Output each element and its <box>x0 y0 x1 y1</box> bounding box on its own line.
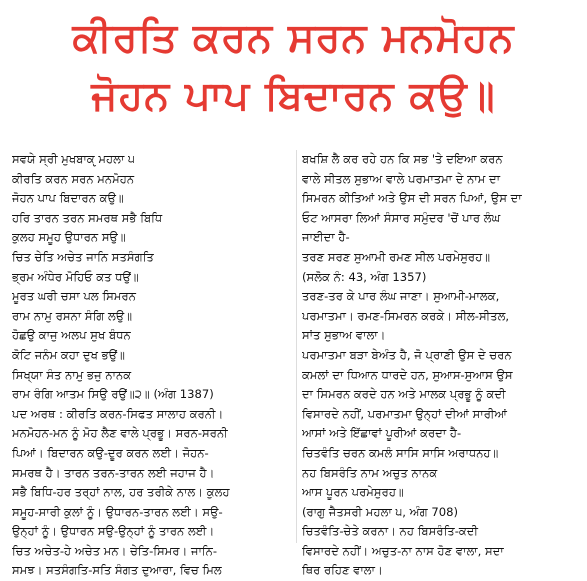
text-line: ਵਿਸਾਰਦੇ ਨਹੀਂ, ਪਰਮਾਤਮਾ ਉਨ੍ਹਾਂ ਦੀਆਂ ਸਾਰੀਆਂ <box>302 406 508 421</box>
text-line: ਪਿਆਂ। ਬਿਦਾਰਨ ਕਉ-ਦੂਰ ਕਰਨ ਲਈ। ਜੋਹਨ- <box>12 445 209 460</box>
text-line: ਜੋਹਨ ਪਾਪ ਬਿਦਾਰਨ ਕਉ॥ <box>12 191 124 206</box>
column-divider <box>296 150 297 543</box>
text-line: ਤਰਣ ਸਰਣ ਸੁਆਮੀ ਰਮਣ ਸੀਲ ਪਰਮੇਸੁਰਹ॥ <box>302 249 491 264</box>
text-line: ਮਨਮੋਹਨ-ਮਨ ਨੂੰ ਮੋਹ ਲੈਣ ਵਾਲੇ ਪ੍ਰਭੂ। ਸਰਨ-ਸਰਨੀ <box>12 426 228 441</box>
text-line: ਦਾ ਸਿਮਰਨ ਕਰਦੇ ਹਨ ਅਤੇ ਮਾਲਕ ਪ੍ਰਭੂ ਨੂੰ ਕਦੀ <box>302 387 506 402</box>
text-line: ਚਿਤਵੰਤਿ ਚਰਨ ਕਮਲੰ ਸਾਸਿ ਸਾਸਿ ਅਰਾਧਨਹ॥ <box>302 445 499 460</box>
text-line: ਸਿਮਰਨ ਕੀਤਿਆਂ ਅਤੇ ਉਸ ਦੀ ਸਰਨ ਪਿਆਂ, ਉਸ ਦਾ <box>302 191 522 206</box>
text-line: ਚਿਤ ਅਚੇਤ-ਹੇ ਅਚੇਤ ਮਨ। ਚੇਤਿ-ਸਿਮਰ। ਜਾਨਿ- <box>12 543 218 558</box>
text-line: ਭ੍ਰਮ ਅੰਧੇਰ ਮੋਹਿਓ ਕਤ ਧਉਂ॥ <box>12 269 139 284</box>
text-line: ਵਿਸਾਰਦੇ ਨਹੀਂ। ਅਚੁਤ-ਨਾ ਨਾਸ ਹੋਣ ਵਾਲਾ, ਸਦਾ <box>302 543 504 558</box>
text-line: ਉਨ੍ਹਾਂ ਨੂੰ। ਉਧਾਰਨ ਸਉ-ਉਨ੍ਹਾਂ ਨੂੰ ਤਾਰਨ ਲਈ। <box>12 524 215 539</box>
text-line: ਰਾਮ ਰੰਗਿ ਆਤਮ ਸਿਉ ਰਉਂ॥੨॥ (ਅੰਗ 1387) <box>12 387 214 402</box>
text-line: ਕੋਟਿ ਜਨੰਮ ਕਹਾ ਦੁਖ ਭਉਂ॥ <box>12 347 125 362</box>
text-line: ਹੋਛਉ ਕਾਜੁ ਅਲਪ ਸੁਖ ਬੰਧਨ <box>12 328 131 343</box>
text-line: ਸਾਂਤ ਸੁਭਾਅ ਵਾਲਾ। <box>302 328 386 343</box>
text-line: ਕੀਰਤਿ ਕਰਨ ਸਰਨ ਮਨਮੋਹਨ <box>12 171 135 186</box>
text-line: (ਰਾਗੁ ਜੈਤਸਰੀ ਮਹਲਾ ੫, ਅੰਗ 708) <box>302 504 459 519</box>
text-line: ਥਿਰ ਰਹਿਣ ਵਾਲਾ। <box>302 563 383 578</box>
text-line: ਸਮਝ। ਸਤਸੰਗਤਿ-ਸਤਿ ਸੰਗਤ ਦੁਆਰਾ, ਵਿਚ ਮਿਲ <box>12 563 222 578</box>
text-line: ਵਾਲੇ ਸੀਤਲ ਸੁਭਾਅ ਵਾਲੇ ਪਰਮਾਤਮਾ ਦੇ ਨਾਮ ਦਾ <box>302 171 501 186</box>
headline-line-1: ਕੀਰਤਿ ਕਰਨ ਸਰਨ ਮਨਮੋਹਨ <box>72 15 515 61</box>
text-line: ਜਾਈਦਾ ਹੈ- <box>302 230 350 245</box>
text-line: ਮੂਰਤ ਘਰੀ ਚਸਾ ਪਲ ਸਿਮਰਨ <box>12 289 136 304</box>
text-line: ਪਰਮਾਤਮਾ ਬੜਾ ਬੇਅੰਤ ਹੈ, ਜੋ ਪ੍ਰਾਣੀ ਉਸ ਦੇ ਚਰਨ <box>302 347 512 362</box>
text-line: ਆਸਾਂ ਅਤੇ ਇੱਛਾਵਾਂ ਪੂਰੀਆਂ ਕਰਦਾ ਹੈ- <box>302 426 462 441</box>
text-line: ਸਿਖ੍ਯਾ ਸੰਤ ਨਾਮੁ ਭਜੁ ਨਾਨਕ <box>12 367 132 382</box>
text-line: ਨਹ ਬਿਸਰੰਤਿ ਨਾਮ ਅਚੁਤ ਨਾਨਕ <box>302 465 438 480</box>
text-line: ਸਮੂਹ-ਸਾਰੀ ਕੁਲਾਂ ਨੂੰ। ਉਧਾਰਨ-ਤਾਰਨ ਲਈ। ਸਉ- <box>12 504 223 519</box>
text-line: ਬਖਸ਼ਿ ਲੈ ਕਰ ਰਹੇ ਹਨ ਕਿ ਸਭ 'ਤੇ ਦਇਆ ਕਰਨ <box>302 152 503 166</box>
text-line: ਚਿਤ ਚੇਤਿ ਅਚੇਤ ਜਾਨਿ ਸਤਸੰਗਤਿ <box>12 249 154 264</box>
text-line: (ਸਲੋਕ ਨੰ: 43, ਅੰਗ 1357) <box>302 269 427 284</box>
text-line: ਰਾਮ ਨਾਮੁ ਰਸਨਾ ਸੰਗਿ ਲਉ॥ <box>12 308 133 323</box>
left-column <box>12 150 295 581</box>
text-line: ਆਸ ਪੂਰਨ ਪਰਮੇਸੁਰਹ॥ <box>302 485 404 500</box>
text-line: ਸਭੈ ਬਿਧਿ-ਹਰ ਤਰ੍ਹਾਂ ਨਾਲ, ਹਰ ਤਰੀਕੇ ਨਾਲ। ਕੁਲਹ <box>12 485 230 500</box>
text-line: ਤਰਣ-ਤਰ ਕੇ ਪਾਰ ਲੰਘ ਜਾਣਾ। ਸੁਆਮੀ-ਮਾਲਕ, <box>302 289 500 304</box>
headline-line-2: ਜੋਹਨ ਪਾਪ ਬਿਦਾਰਨ ਕਉ॥ <box>91 73 496 119</box>
text-line: ਸਮਰਥ ਹੈ। ਤਾਰਨ ਤਰਨ-ਤਾਰਨ ਲਈ ਜਹਾਜ ਹੈ। <box>12 465 215 480</box>
text-line: ਹਰਿ ਤਾਰਨ ਤਰਨ ਸਮਰਥ ਸਭੈ ਬਿਧਿ <box>12 210 163 225</box>
text-line: ਕਮਲਾਂ ਦਾ ਧਿਆਨ ਧਾਰਦੇ ਹਨ, ਸੁਆਸ-ਸੁਆਸ ਉਸ <box>302 367 513 382</box>
text-line: ਚਿਤਵੰਤਿ-ਚੇਤੇ ਕਰਨਾ। ਨਹ ਬਿਸਰੰਤਿ-ਕਦੀ <box>302 524 478 539</box>
text-line: ਪਦ ਅਰਥ : ਕੀਰਤਿ ਕਰਨ-ਸਿਫਤ ਸਾਲਾਹ ਕਰਨੀ। <box>12 406 224 421</box>
text-line: ਕੁਲਹ ਸਮੂਹ ਉਧਾਰਨ ਸਉ॥ <box>12 230 126 245</box>
right-column <box>302 150 582 581</box>
text-line: ਸਵਯੇ ਸ੍ਰੀ ਮੁਖਬਾਕੵ ਮਹਲਾ ੫ <box>12 152 135 166</box>
text-line: ਪਰਮਾਤਮਾ। ਰਮਣ-ਸਿਮਰਨ ਕਰਕੇ। ਸੀਲ-ਸੀਤਲ, <box>302 308 510 323</box>
text-line: ਓਟ ਆਸਰਾ ਲਿਆਂ ਸੰਸਾਰ ਸਮੁੰਦਰ 'ਚੋਂ ਪਾਰ ਲੰਘ <box>302 210 501 225</box>
